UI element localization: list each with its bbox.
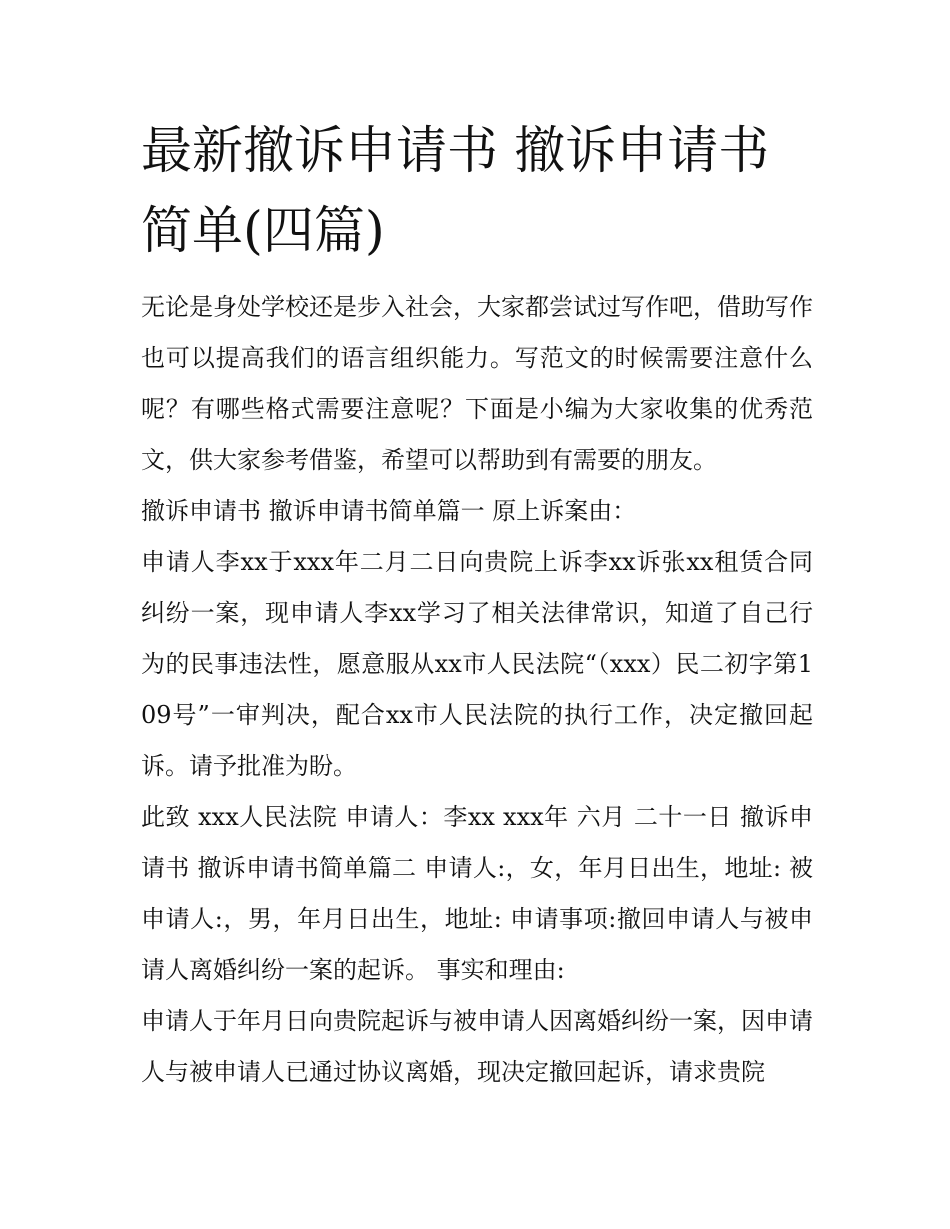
paragraph-closing-and-second: 此致 xxx人民法院 申请人：李xx xxx年 六月 二十一日 撤诉申请书 撤诉申请书简单篇二 申请人:，女，年月日出生，地址: 被申请人:，男，年月日出生，地址: 申请事项:撤回申请人与被申请人离婚纠纷一案的起诉。 事实和理由: <box>141 803 813 984</box>
paragraph-application-body: 申请人李xx于xxx年二月二日向贵院上诉李xx诉张xx租赁合同纠纷一案，现申请人李xx学习了相关法律常识，知道了自己行为的民事违法性，愿意服从xx市人民法院“（xxx）民二初字第109号”一审判决，配合xx市人民法院的执行工作，决定撤回起诉。请予批准为盼。 <box>141 548 813 780</box>
paragraph-intro: 无论是身处学校还是步入社会，大家都尝试过写作吧，借助写作也可以提高我们的语言组织能力。写范文的时候需要注意什么呢？有哪些格式需要注意呢？下面是小编为大家收集的优秀范文，供大家参考借鉴，希望可以帮助到有需要的朋友。 <box>141 293 813 474</box>
paragraph-section-heading: 撤诉申请书 撤诉申请书简单篇一 原上诉案由： <box>141 497 637 525</box>
document-page <box>141 112 813 1098</box>
paragraph-second-body: 申请人于年月日向贵院起诉与被申请人因离婚纠纷一案，因申请人与被申请人已通过协议离婚，现决定撤回起诉，请求贵院 <box>141 1007 813 1086</box>
document-title: 最新撤诉申请书 撤诉申请书简单(四篇) <box>141 122 770 261</box>
